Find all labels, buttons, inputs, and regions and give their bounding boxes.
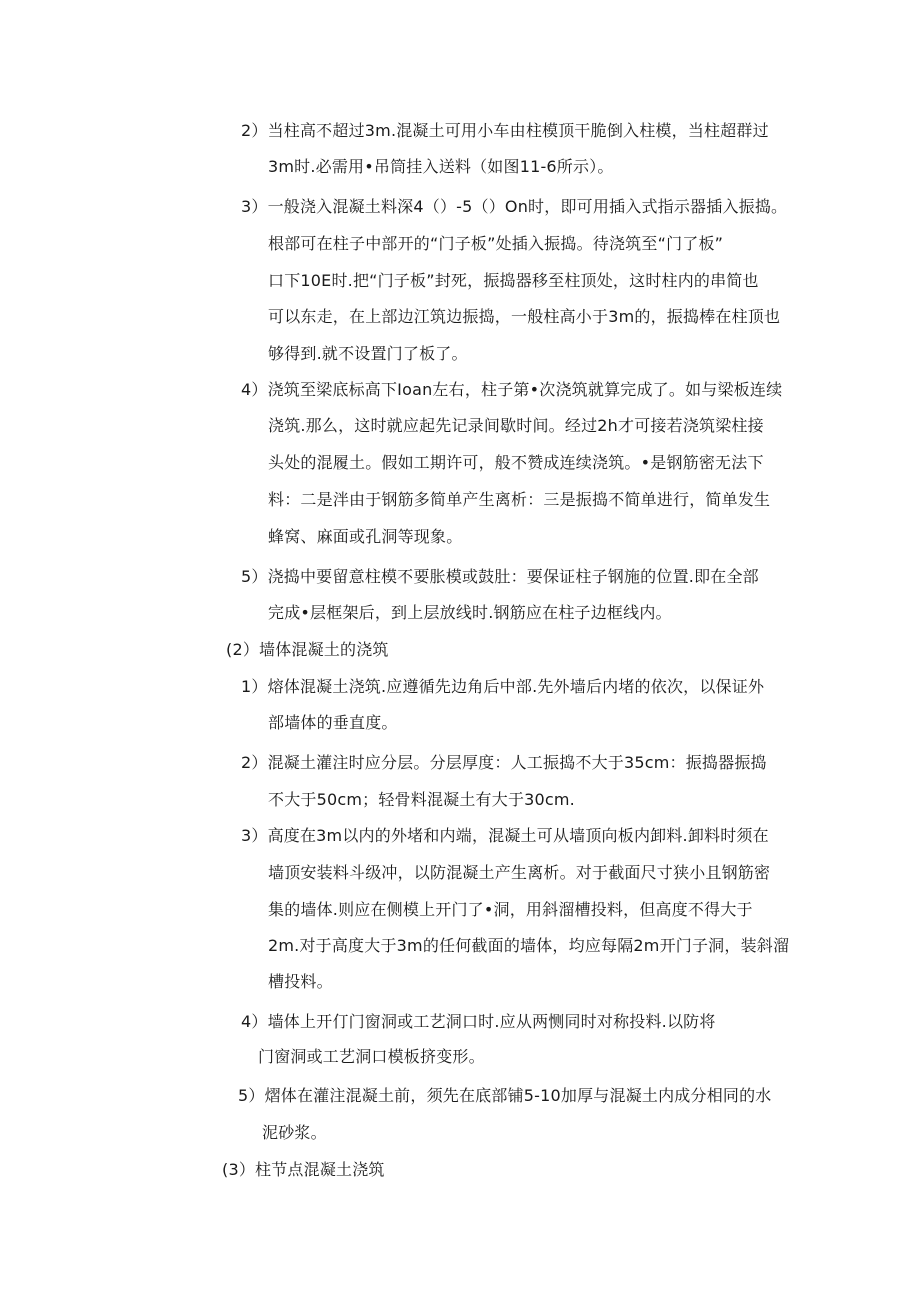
text-line: 3m时.必需用•吊筒挂入送料（如图11-6所示）。 bbox=[268, 157, 614, 176]
text-line: 2）混凝土灌注时应分层。分层厚度：人工振捣不大于35cm：振捣器振捣 bbox=[241, 753, 767, 772]
text-line: 5）浇捣中要留意柱模不要胀模或鼓肚：要保证柱子钢施的位置.即在全部 bbox=[241, 567, 759, 586]
text-line: 3）一般浇入混凝土料深4（）-5（）On时，即可用插入式指示器插入振捣。 bbox=[241, 197, 788, 216]
text-line: 料：二是泮由于钢筋多简单产生离析：三是振捣不简单进行，简单发生 bbox=[268, 490, 771, 509]
section-heading: (3）柱节点混凝土浇筑 bbox=[222, 1160, 385, 1179]
text-line: 墙顶安装料斗级冲，以防混凝土产生离析。对于截面尺寸狭小且钢筋密 bbox=[268, 863, 771, 882]
text-line: 3）高度在3m以内的外堵和内端，混凝土可从墙顶向板内卸料.卸料时须在 bbox=[241, 826, 769, 845]
section-heading: (2）墙体混凝土的浇筑 bbox=[226, 640, 389, 659]
text-line: 2m.对于高度大于3m的任何截面的墙体，均应每隔2m开门子洞，装斜溜 bbox=[268, 936, 790, 955]
text-line: 部墙体的垂直度。 bbox=[268, 713, 398, 732]
text-line: 浇筑.那么，这时就应起先记录间歇时间。经过2h才可接若浇筑梁柱接 bbox=[268, 416, 764, 435]
text-line: 集的墙体.则应在侧模上开门了•洞，用斜溜槽投料，但高度不得大于 bbox=[268, 900, 753, 919]
text-line: 1）熔体混凝土浇筑.应遵循先边角后中部.先外墙后内堵的依次，以保证外 bbox=[241, 677, 765, 696]
text-line: 泥砂浆。 bbox=[262, 1123, 327, 1142]
text-line: 槽投料。 bbox=[268, 972, 333, 991]
text-line: 根部可在柱子中部开的“门子板”处插入振捣。待浇筑至“门了板” bbox=[268, 234, 724, 253]
text-line: 可以东走，在上部边江筑边振捣，一般柱高小于3m的，振捣棒在柱顶也 bbox=[268, 307, 781, 326]
text-line: 2）当柱高不超过3m.混凝土可用小车由柱模顶干脆倒入柱模，当柱超群过 bbox=[241, 121, 769, 140]
text-line: 不大于50cm；轻骨料混凝土有大于30cm. bbox=[268, 790, 575, 809]
text-line: 头处的混履土。假如工期许可，般不赞成连续浇筑。•是钢筋密无法下 bbox=[268, 453, 764, 472]
text-line: 4）墙体上开仃门窗洞或工艺洞口时.应从两恻同时对称投料.以防将 bbox=[241, 1012, 716, 1031]
text-line: 门窗洞或工艺洞口模板挤变形。 bbox=[258, 1047, 485, 1066]
text-line: 完成•层框架后，到上层放线时.钢筋应在柱子边框线内。 bbox=[268, 603, 672, 622]
text-line: 口下10E时.把“门子板”封死，振捣器移至柱顶处，这时柱内的串简也 bbox=[268, 271, 759, 290]
text-line: 蜂窝、麻面或孔洞等现象。 bbox=[268, 527, 463, 546]
text-line: 5）熠体在灌注混凝土前，须先在底部铺5-10加厚与混凝土内成分相同的水 bbox=[238, 1086, 772, 1105]
text-line: 4）浇筑至梁底标高下Ioan左右，柱子第•次浇筑就算完成了。如与梁板连续 bbox=[241, 380, 783, 399]
text-line: 够得到.就不设置门了板了。 bbox=[268, 344, 468, 363]
